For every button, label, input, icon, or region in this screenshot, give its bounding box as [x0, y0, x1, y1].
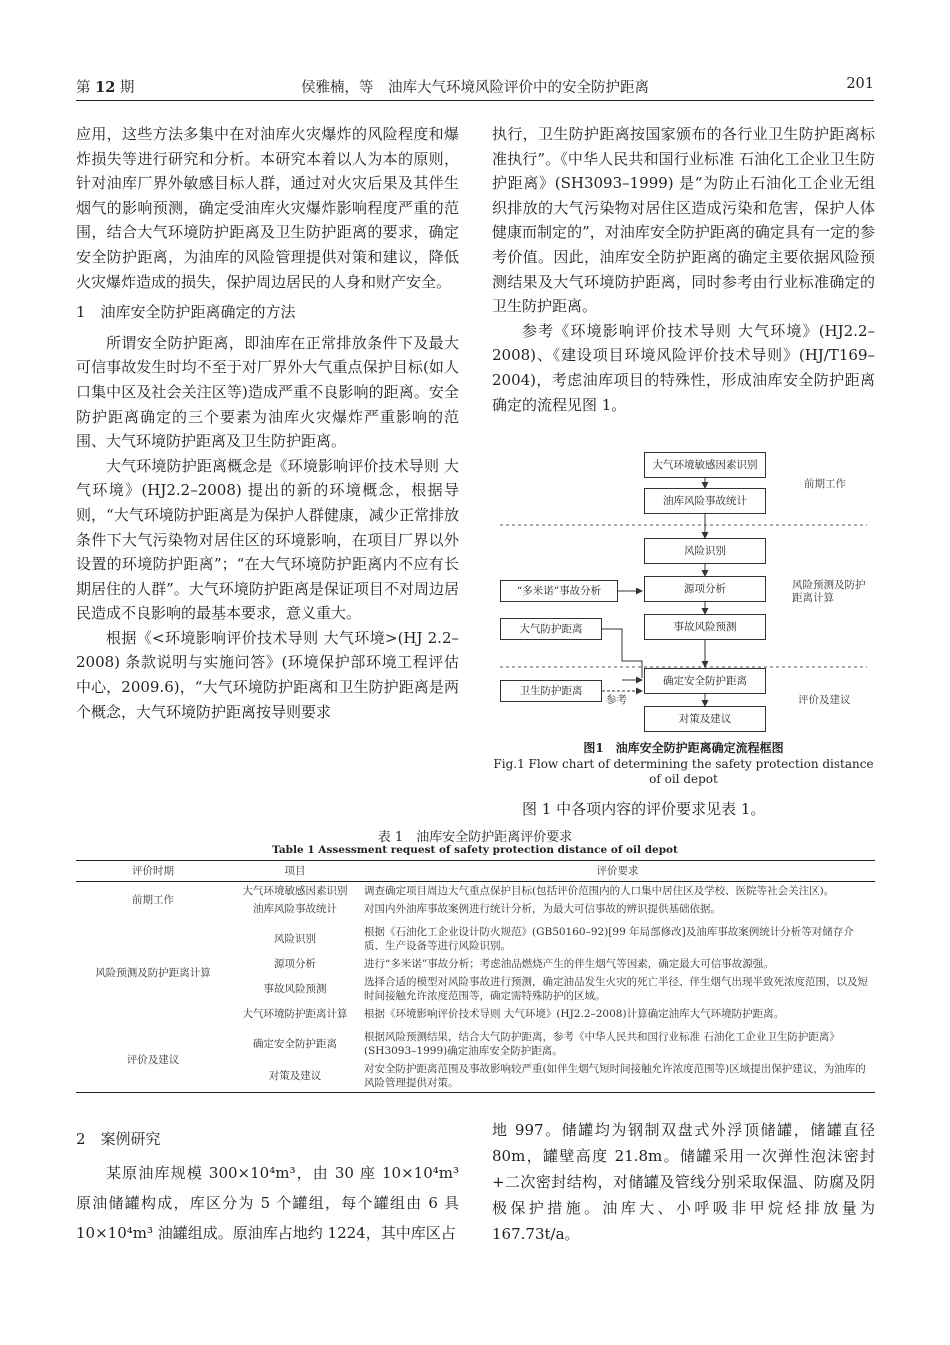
- header-authors-title: 侯雅楠，等 油库大气环境风险评价中的安全防护距离: [301, 80, 649, 96]
- period-cell: 评价及建议: [126, 1054, 180, 1066]
- flow-box: 对策及建议: [644, 706, 766, 732]
- paragraph: 参考《环境影响评价技术导则 大气环境》(HJ2.2–2008)、《建设项目环境风险评价技术导则》(HJ/T169–2004)，考虑油库项目的特殊性，形成油库安全防护距离确定的流程见图 1。: [492, 321, 875, 414]
- running-header: [76, 76, 874, 101]
- table-row: [76, 882, 875, 901]
- flow-box: 风险识别: [644, 538, 766, 564]
- paragraph: 图 1 中各项内容的评价要求见表 1。: [522, 800, 766, 818]
- right-column-top: [492, 122, 875, 417]
- table-row: [76, 1023, 875, 1060]
- paragraph: 所谓安全防护距离，即油库在正常排放条件下及最大可信事故发生时均不至于对厂界外大气重点保护目标(如人口集中区及社会关注区等)造成严重不良影响的距离。安全防护距离确定的三个要素为油库火灾爆炸严重影响的范围、大气环境防护距离及卫生防护距离。: [76, 333, 459, 451]
- requirement-cell: 根据《环境影响评价技术导则 大气环境》(HJ2.2–2008)计算确定油库大气环境防护距离。: [364, 1008, 785, 1020]
- paragraph: 执行，卫生防护距离按国家颁布的各行业卫生防护距离标准执行”。《中华人民共和国行业标准 石油化工企业卫生防护距离》(SH3093–1999) 是“为防止石油化工企业无组织排放的大气污染物对居住区造成污染和危害，保护人体健康而制定的”，对油库安全防护距离的确定具有一定的参考价值。因此，油库安全防护距离的确定主要依据风险预测结果及大气环境防护距离，同时参考由行业标准确定的卫生防护距离。: [492, 125, 875, 316]
- item-cell: 大气环境敏感因素识别: [242, 885, 348, 897]
- paragraph: 大气环境防护距离概念是《环境影响评价技术导则 大气环境》(HJ2.2–2008) 提出的新的环境概念，根据导则，“大气环境防护距离是为保护人群健康，减少正常排放条件下大气污染物对居住区的环境影响，在项目厂界以外设置的环境防护距离”；“在大气环境防护距离内不应有长期居住的人群”。大气环境防护距离是保证项目不对周边居民造成不良影响的最基本要求，意义重大。: [76, 456, 459, 623]
- left-column-bottom: [76, 1124, 459, 1248]
- table-row: [76, 918, 875, 955]
- item-cell: 确定安全防护距离: [253, 1038, 337, 1050]
- requirement-cell: 根据风险预测结果，结合大气防护距离，参考《中华人民共和国行业标准 石油化工企业卫生防护距离》(SH3093–1999)确定油库安全防护距离。: [364, 1031, 840, 1057]
- item-cell: 油库风险事故统计: [253, 903, 337, 915]
- flowchart-figure-1: [492, 448, 875, 748]
- page-number: 201: [846, 76, 874, 92]
- issue-label: 第 12 期: [76, 79, 135, 96]
- section-heading-1: 1 油库安全防护距离确定的方法: [76, 303, 296, 322]
- item-cell: 事故风险预测: [263, 983, 327, 995]
- section-heading-2: 2 案例研究: [76, 1130, 161, 1148]
- flow-side-box: “多米诺”事故分析: [500, 580, 618, 602]
- flow-box: 大气环境敏感因素识别: [644, 452, 766, 478]
- figure-caption-cn: 图1 油库安全防护距离确定流程框图: [583, 741, 784, 755]
- requirement-cell: 对安全防护距离范围及事故影响较严重(如伴生烟气短时间接触允许浓度范围等)区域提出保护建议，为油库的风险管理提供对策。: [364, 1063, 866, 1089]
- item-cell: 对策及建议: [268, 1070, 322, 1082]
- column-header: 项目: [230, 861, 360, 882]
- left-column-top: [76, 122, 459, 724]
- connector: [602, 629, 642, 678]
- stage-label: 前期工作: [804, 478, 846, 490]
- flow-side-box: 大气防护距离: [500, 618, 602, 640]
- flow-box: 确定安全防护距离: [644, 668, 766, 694]
- item-cell: 风险识别: [274, 933, 316, 945]
- requirement-cell: 调查确定项目周边大气重点保护目标(包括评价范围内的人口集中居住区及学校、医院等社会关注区)。: [364, 885, 835, 897]
- table-caption-cn: 表 1 油库安全防护距离评价要求: [377, 830, 573, 845]
- table-header-row: [76, 861, 875, 882]
- stage-label: 风险预测及防护距离计算: [792, 579, 866, 604]
- flow-box: 油库风险事故统计: [644, 488, 766, 514]
- item-cell: 源项分析: [274, 958, 316, 970]
- requirement-cell: 进行“多米诺”事故分析；考虑油品燃烧产生的伴生烟气等因素，确定最大可信事故源强。: [364, 958, 774, 970]
- figure-caption-en: Fig.1 Flow chart of determining the safety protection distance of oil depot: [493, 757, 874, 786]
- item-cell: 大气环境防护距离计算: [242, 1008, 348, 1020]
- period-cell: 前期工作: [132, 894, 174, 906]
- stage-label: 评价及建议: [798, 694, 851, 706]
- paragraph: 某原油库规模 300×10⁴m³，由 30 座 10×10⁴m³ 原油储罐构成，库区分为 5 个罐组，每个罐组由 6 具 10×10⁴m³ 油罐组成。原油库占地约 1224，其中库区占: [76, 1164, 459, 1242]
- table-1: [76, 860, 875, 1093]
- column-header: 评价时期: [76, 861, 230, 882]
- table-caption-en: Table 1 Assessment request of safety protection distance of oil depot: [272, 844, 678, 856]
- column-header: 评价要求: [360, 861, 875, 882]
- period-cell: 风险预测及防护距离计算: [95, 967, 211, 979]
- requirement-cell: 对国内外油库事故案例进行统计分析，为最大可信事故的辨识提供基础依据。: [364, 903, 721, 915]
- requirement-cell: 根据《石油化工企业设计防火规范》(GB50160–92)[99 年局部修改]及油库事故案例统计分析等对储存介质、生产设备等进行风险识别。: [364, 926, 854, 952]
- requirement-cell: 选择合适的模型对风险事故进行预测，确定油品发生火灾的死亡半径、伴生烟气出现半致死浓度范围，以及短时间接触允许浓度范围等，确定需特殊防护的区域。: [364, 976, 868, 1002]
- paragraph: 地 997。储罐均为钢制双盘式外浮顶储罐，储罐直径 80m，罐壁高度 21.8m。储罐采用一次弹性泡沫密封+二次密封结构，对储罐及管线分别采取保温、防腐及阴极保护措施。油库大、小呼吸非甲烷烃排放量为 167.73t/a。: [492, 1121, 875, 1243]
- flow-side-box: 卫生防护距离: [500, 680, 602, 702]
- paragraph: 根据《<环境影响评价技术导则 大气环境>(HJ 2.2–2008) 条款说明与实施问答》(环境保护部环境工程评估中心，2009.6)，“大气环境防护距离和卫生防护距离是两个概念，大气环境防护距离按导则要求: [76, 628, 459, 721]
- paragraph: 应用，这些方法多集中在对油库火灾爆炸的风险程度和爆炸损失等进行研究和分析。本研究本着以人为本的原则，针对油库厂界外敏感目标人群，通过对火灾后果及其伴生烟气的影响预测，确定受油库火灾爆炸影响程度严重的范围，结合大气环境防护距离及卫生防护距离的要求，确定安全防护距离，为油库的风险管理提供对策和建议，降低火灾爆炸造成的损失，保护周边居民的人身和财产安全。: [76, 125, 459, 291]
- flow-box: 事故风险预测: [644, 614, 766, 640]
- flow-box: 源项分析: [644, 576, 766, 602]
- reference-label: 参考: [606, 694, 627, 706]
- right-column-bottom: [492, 1117, 875, 1247]
